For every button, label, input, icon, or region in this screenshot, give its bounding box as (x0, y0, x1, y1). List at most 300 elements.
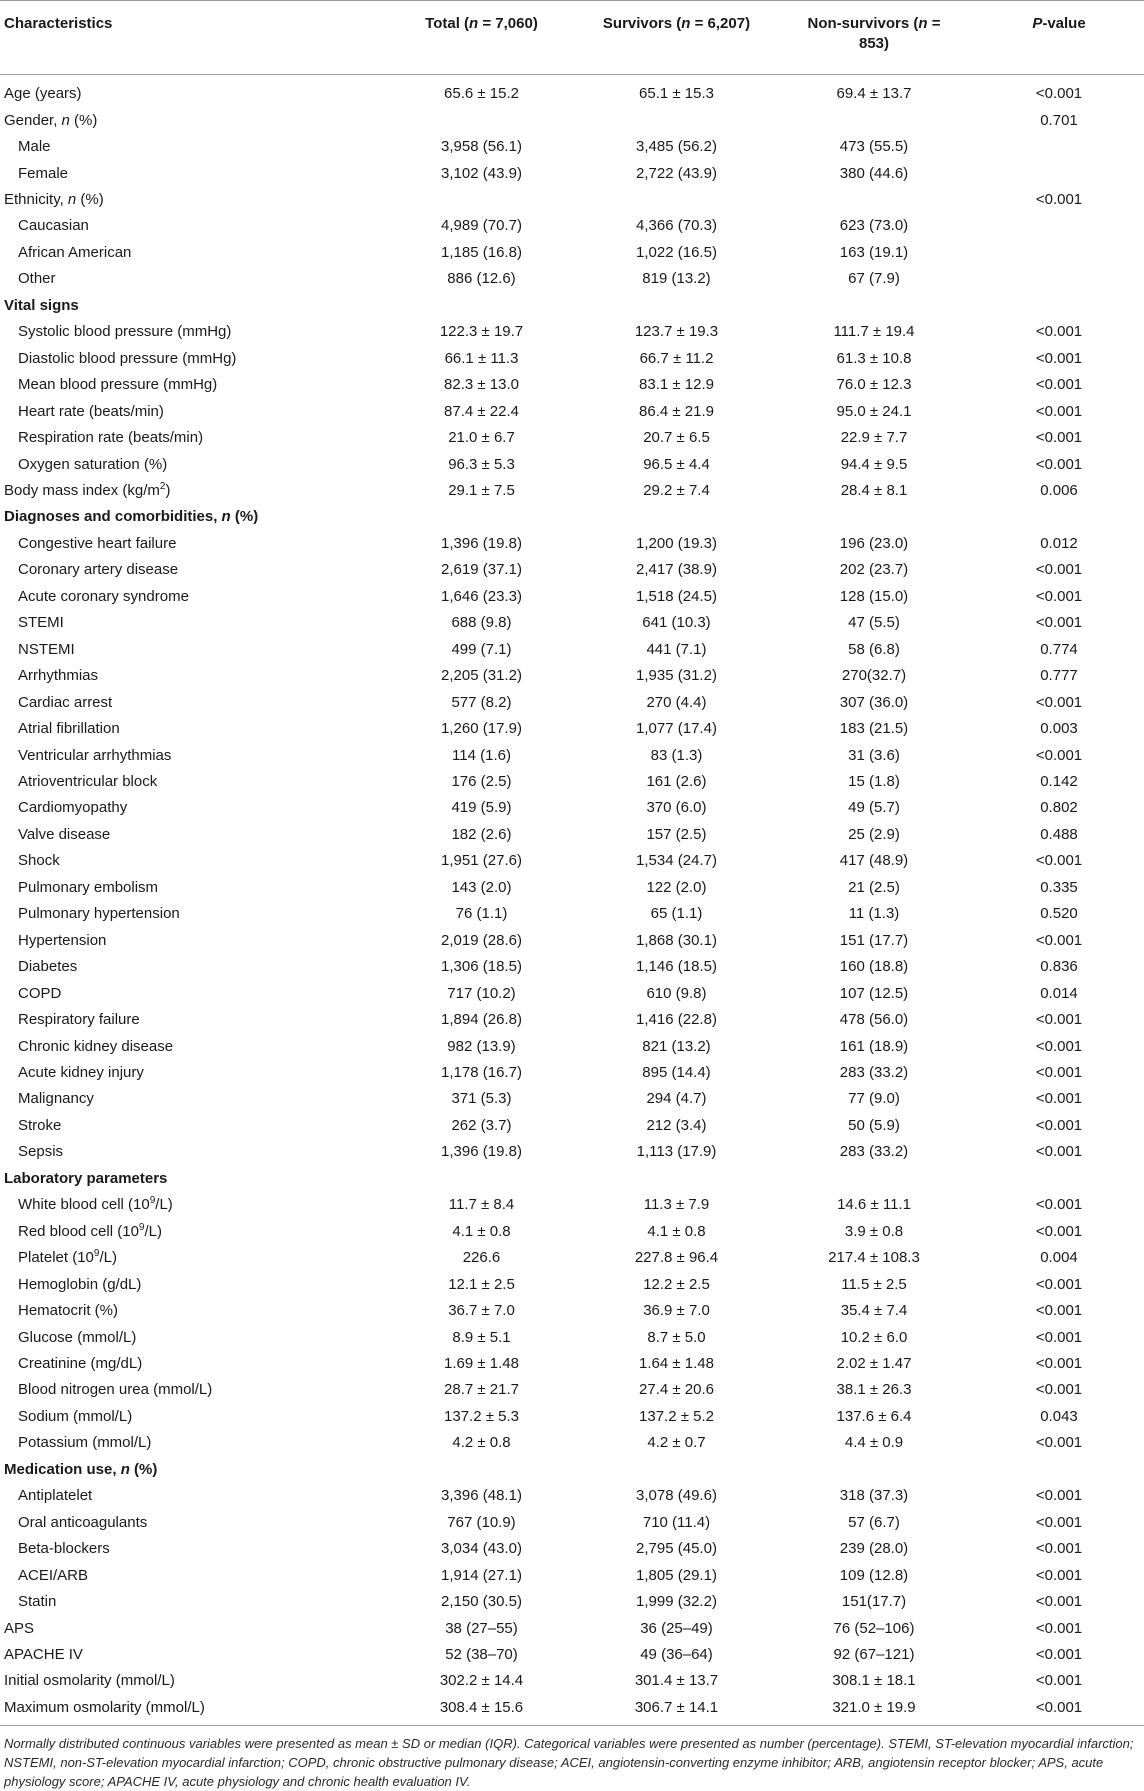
table-body (0, 75, 1144, 1726)
table-row (0, 1404, 1144, 1430)
cell-non-survivors: 183 (21.5) (839, 720, 909, 738)
row-label: Stroke (18, 1116, 62, 1134)
cell-survivors: 122 (2.0) (646, 878, 707, 896)
cell-total (384, 187, 579, 213)
cell-non-survivors: 28.4 ± 8.1 (840, 482, 908, 500)
row-label: Potassium (mmol/L) (18, 1434, 152, 1452)
cell-non-survivors: 31 (3.6) (848, 746, 900, 764)
table-section-row (0, 293, 1144, 319)
cell-survivors: 1,416 (22.8) (636, 1011, 717, 1029)
table-section-row (0, 504, 1144, 530)
table-row (0, 266, 1144, 292)
cell-p-value: <0.001 (1035, 349, 1083, 367)
header-total (384, 1, 579, 75)
cell-p-value: <0.001 (1035, 561, 1083, 579)
cell-p-value (974, 504, 1144, 530)
cell-non-survivors: 14.6 ± 11.1 (837, 1196, 911, 1214)
table-row (0, 742, 1144, 768)
cell-p-value: <0.001 (1035, 376, 1083, 394)
cell-p-value: 0.488 (1040, 825, 1078, 843)
cell-p-value: <0.001 (1035, 1037, 1083, 1055)
cell-non-survivors: 38.1 ± 26.3 (836, 1381, 912, 1399)
cell-non-survivors: 283 (33.2) (839, 1143, 909, 1161)
cell-non-survivors: 95.0 ± 24.1 (836, 402, 912, 420)
cell-survivors: 610 (9.8) (646, 984, 707, 1002)
cell-p-value: <0.001 (1035, 191, 1083, 209)
cell-total: 226.6 (462, 1249, 501, 1267)
cell-total: 2,019 (28.6) (441, 931, 522, 949)
row-label: Statin (18, 1593, 57, 1611)
cell-non-survivors (774, 1166, 974, 1192)
cell-survivors: 227.8 ± 96.4 (634, 1249, 719, 1267)
cell-total: 577 (8.2) (451, 693, 512, 711)
cell-survivors: 137.2 ± 5.2 (639, 1407, 714, 1425)
row-label: Hemoglobin (g/dL) (18, 1275, 142, 1293)
row-label: Acute kidney injury (18, 1063, 144, 1081)
cell-p-value (974, 134, 1144, 160)
row-label: Systolic blood pressure (mmHg) (18, 323, 232, 341)
table-row (0, 716, 1144, 742)
cell-non-survivors: 94.4 ± 9.5 (840, 455, 908, 473)
cell-survivors: 895 (14.4) (642, 1063, 711, 1081)
row-label: Valve disease (18, 825, 111, 843)
cell-survivors: 29.2 ± 7.4 (643, 482, 710, 500)
cell-non-survivors: 478 (56.0) (839, 1011, 909, 1029)
cell-p-value: 0.802 (1040, 799, 1078, 817)
cell-survivors: 1,113 (17.9) (636, 1143, 717, 1161)
table-header (0, 1, 1144, 75)
row-label: Beta-blockers (18, 1540, 110, 1558)
cell-survivors: 27.4 ± 20.6 (639, 1381, 714, 1399)
cell-p-value (974, 1457, 1144, 1483)
cell-non-survivors: 307 (36.0) (839, 693, 909, 711)
cell-survivors: 1,868 (30.1) (636, 931, 717, 949)
cell-non-survivors: 77 (9.0) (848, 1090, 900, 1108)
cell-survivors: 641 (10.3) (642, 614, 711, 632)
cell-total: 65.6 ± 15.2 (444, 85, 519, 103)
cell-p-value: <0.001 (974, 1695, 1144, 1726)
cell-p-value: 0.004 (1040, 1249, 1078, 1267)
row-label: Age (years) (4, 85, 82, 103)
cell-p-value: <0.001 (1035, 1434, 1083, 1452)
cell-total: 76 (1.1) (455, 905, 508, 923)
row-label: Coronary artery disease (18, 561, 179, 579)
cell-p-value (974, 266, 1144, 292)
table-row (0, 901, 1144, 927)
cell-total: 4.2 ± 0.8 (452, 1434, 511, 1452)
cell-p-value: <0.001 (1035, 693, 1083, 711)
row-label: Congestive heart failure (18, 534, 177, 552)
cell-survivors: 1,534 (24.7) (636, 852, 717, 870)
table-row (0, 425, 1144, 451)
row-label: Caucasian (18, 217, 89, 235)
cell-non-survivors: 61.3 ± 10.8 (836, 349, 912, 367)
cell-survivors: 1,022 (16.5) (636, 243, 717, 261)
cell-total: 1.69 ± 1.48 (444, 1354, 519, 1372)
row-label: Blood nitrogen urea (mmol/L) (18, 1381, 213, 1399)
table-row (0, 1589, 1144, 1615)
cell-survivors: 441 (7.1) (646, 640, 707, 658)
cell-p-value: <0.001 (1035, 85, 1083, 103)
cell-non-survivors: 151(17.7) (841, 1593, 907, 1611)
cell-p-value: 0.335 (1040, 878, 1078, 896)
row-label: Hematocrit (%) (18, 1302, 119, 1320)
cell-survivors: 83.1 ± 12.9 (639, 376, 714, 394)
header-row (0, 1, 1144, 75)
table-row (0, 398, 1144, 424)
row-label: ACEI/ARB (18, 1566, 89, 1584)
cell-p-value: 0.520 (1040, 905, 1078, 923)
table-row (0, 1430, 1144, 1456)
cell-p-value: <0.001 (1035, 323, 1083, 341)
cell-non-survivors: 239 (28.0) (839, 1540, 909, 1558)
cell-non-survivors: 160 (18.8) (839, 958, 909, 976)
cell-survivors: 4.1 ± 0.8 (647, 1222, 706, 1240)
cell-survivors: 36 (25–49) (640, 1619, 713, 1637)
row-label: STEMI (18, 614, 64, 632)
table-row (0, 1615, 1144, 1641)
table-row (0, 1218, 1144, 1244)
cell-p-value: <0.001 (1035, 931, 1083, 949)
cell-p-value: <0.001 (1035, 1063, 1083, 1081)
row-label: Respiration rate (beats/min) (18, 429, 204, 447)
header-non-survivors-text: Non-survivors (n = 853) (807, 15, 941, 52)
cell-p-value: <0.001 (1035, 1487, 1083, 1505)
cell-survivors: 1,077 (17.4) (636, 720, 717, 738)
cell-non-survivors (774, 187, 974, 213)
cell-survivors: 1,999 (32.2) (636, 1593, 717, 1611)
cell-survivors: 83 (1.3) (650, 746, 703, 764)
cell-total: 66.1 ± 11.3 (444, 349, 519, 367)
cell-non-survivors: 2.02 ± 1.47 (836, 1354, 912, 1372)
row-label: APS (4, 1619, 35, 1637)
cell-p-value: <0.001 (1035, 746, 1083, 764)
cell-total: 1,178 (16.7) (441, 1063, 522, 1081)
table-row (0, 980, 1144, 1006)
cell-non-survivors: 22.9 ± 7.7 (840, 429, 908, 447)
cell-survivors: 86.4 ± 21.9 (639, 402, 714, 420)
table-row (0, 610, 1144, 636)
row-label: Pulmonary embolism (18, 878, 159, 896)
row-label: Sodium (mmol/L) (18, 1407, 133, 1425)
table-row (0, 1377, 1144, 1403)
cell-survivors: 65.1 ± 15.3 (639, 85, 714, 103)
cell-total: 8.9 ± 5.1 (452, 1328, 511, 1346)
cell-total: 1,914 (27.1) (441, 1566, 522, 1584)
cell-total: 419 (5.9) (451, 799, 512, 817)
cell-p-value: <0.001 (1035, 402, 1083, 420)
cell-non-survivors: 163 (19.1) (839, 243, 909, 261)
cell-p-value (974, 1166, 1144, 1192)
cell-non-survivors: 107 (12.5) (839, 984, 909, 1002)
row-label: Oxygen saturation (%) (18, 455, 168, 473)
cell-p-value: <0.001 (1035, 1275, 1083, 1293)
table-section-row (0, 1457, 1144, 1483)
row-label: Diastolic blood pressure (mmHg) (18, 349, 237, 367)
row-label: Chronic kidney disease (18, 1037, 174, 1055)
row-label: Oral anticoagulants (18, 1513, 148, 1531)
table-row (0, 1562, 1144, 1588)
cell-total: 1,951 (27.6) (441, 852, 522, 870)
cell-p-value: 0.777 (1040, 667, 1078, 685)
cell-p-value: <0.001 (1035, 1222, 1083, 1240)
cell-survivors: 49 (36–64) (640, 1645, 713, 1663)
table-row (0, 1695, 1144, 1726)
cell-total: 1,646 (23.3) (441, 587, 522, 605)
cell-non-survivors: 109 (12.8) (839, 1566, 909, 1584)
cell-non-survivors: 47 (5.5) (848, 614, 900, 632)
table-row (0, 1298, 1144, 1324)
row-label: Glucose (mmol/L) (18, 1328, 137, 1346)
row-label: White blood cell $(10^9/L)$ (18, 1195, 173, 1214)
table-row (0, 928, 1144, 954)
row-label: Malignancy (18, 1090, 94, 1108)
cell-survivors: 370 (6.0) (646, 799, 707, 817)
cell-non-survivors: 318 (37.3) (839, 1487, 909, 1505)
cell-non-survivors: 11 (1.3) (848, 905, 900, 923)
cell-total: 4,989 (70.7) (441, 217, 522, 235)
cell-p-value: 0.014 (1040, 984, 1078, 1002)
row-label: Heart rate (beats/min) (18, 402, 164, 420)
cell-p-value: <0.001 (1035, 1116, 1083, 1134)
row-label: Arrhythmias (18, 667, 99, 685)
row-label: APACHE IV (4, 1645, 83, 1663)
cell-total: 371 (5.3) (451, 1090, 512, 1108)
table-row (0, 848, 1144, 874)
row-label: Red blood cell $(10^9/L)$ (18, 1221, 162, 1240)
row-label: Other (18, 270, 56, 288)
table-row (0, 637, 1144, 663)
cell-total: 96.3 ± 5.3 (448, 455, 515, 473)
table-row (0, 134, 1144, 160)
header-p-value-text: P-value (1032, 15, 1086, 32)
cell-total: 3,958 (56.1) (441, 138, 522, 156)
cell-survivors: 301.4 ± 13.7 (634, 1672, 719, 1690)
cell-non-survivors: 76 (52–106) (833, 1619, 915, 1637)
cell-non-survivors: 58 (6.8) (848, 640, 900, 658)
cell-p-value: <0.001 (1035, 1143, 1083, 1161)
cell-survivors (579, 504, 774, 530)
cell-non-survivors: 35.4 ± 7.4 (840, 1302, 908, 1320)
cell-total: 302.2 ± 14.4 (439, 1672, 524, 1690)
cell-survivors: 96.5 ± 4.4 (643, 455, 710, 473)
cell-non-survivors: 111.7 ± 19.4 (833, 323, 915, 341)
header-survivors (579, 1, 774, 75)
cell-survivors: 1,200 (19.3) (636, 534, 717, 552)
cell-p-value: <0.001 (1035, 1593, 1083, 1611)
cell-p-value: 0.012 (1040, 534, 1078, 552)
row-label: Vital signs (4, 296, 79, 314)
cell-p-value (974, 160, 1144, 186)
cell-survivors: 819 (13.2) (642, 270, 711, 288)
cell-p-value: <0.001 (1035, 1540, 1083, 1558)
cell-non-survivors: 473 (55.5) (839, 138, 909, 156)
row-label: Cardiac arrest (18, 693, 113, 711)
table-row (0, 531, 1144, 557)
cell-total: 12.1 ± 2.5 (448, 1275, 515, 1293)
table-row (0, 1113, 1144, 1139)
cell-p-value: <0.001 (1035, 1090, 1083, 1108)
row-label: Cardiomyopathy (18, 799, 128, 817)
cell-survivors: 4,366 (70.3) (636, 217, 717, 235)
cell-p-value: <0.001 (1035, 1328, 1083, 1346)
row-label: Gender, n (%) (4, 111, 98, 129)
table-row (0, 319, 1144, 345)
table-row (0, 1509, 1144, 1535)
table-row (0, 1007, 1144, 1033)
cell-survivors: 821 (13.2) (642, 1037, 711, 1055)
cell-survivors: 2,795 (45.0) (636, 1540, 717, 1558)
cell-total: 29.1 ± 7.5 (448, 482, 515, 500)
table-row (0, 1245, 1144, 1271)
cell-p-value: <0.001 (1035, 1196, 1083, 1214)
cell-total (384, 107, 579, 133)
cell-survivors: 4.2 ± 0.7 (647, 1434, 706, 1452)
cell-survivors: 212 (3.4) (646, 1116, 707, 1134)
cell-p-value: <0.001 (1035, 1645, 1083, 1663)
row-label: Maximum osmolarity (mmol/L) (0, 1695, 384, 1726)
cell-non-survivors: 623 (73.0) (839, 217, 909, 235)
table-row (0, 346, 1144, 372)
cell-survivors: 270 (4.4) (646, 693, 707, 711)
table-row (0, 478, 1144, 504)
cell-total: 137.2 ± 5.3 (444, 1407, 519, 1425)
cell-total: 82.3 ± 13.0 (444, 376, 519, 394)
header-p-value (974, 1, 1144, 75)
cell-p-value: <0.001 (1035, 852, 1083, 870)
cell-non-survivors: 128 (15.0) (839, 587, 909, 605)
cell-total: 717 (10.2) (447, 984, 516, 1002)
cell-total (384, 293, 579, 319)
table-section-row (0, 1166, 1144, 1192)
cell-p-value: <0.001 (1035, 1302, 1083, 1320)
cell-total: 3,034 (43.0) (441, 1540, 522, 1558)
cell-p-value: 0.142 (1040, 773, 1078, 790)
cell-p-value: 0.043 (1040, 1407, 1078, 1425)
table-row (0, 1668, 1144, 1694)
cell-p-value (974, 240, 1144, 266)
table-row (0, 160, 1144, 186)
cell-survivors: 20.7 ± 6.5 (643, 429, 710, 447)
cell-non-survivors: 137.6 ± 6.4 (836, 1407, 912, 1425)
cell-survivors: 1,146 (18.5) (636, 958, 717, 976)
cell-non-survivors: 49 (5.7) (848, 799, 900, 817)
cell-total: 11.7 ± 8.4 (448, 1196, 515, 1214)
row-label: Mean blood pressure (mmHg) (18, 376, 218, 394)
cell-non-survivors: 202 (23.7) (839, 561, 909, 579)
cell-survivors: 3,078 (49.6) (636, 1487, 717, 1505)
row-label: Platelet $(10^9/L)$ (18, 1248, 117, 1267)
table-row (0, 187, 1144, 213)
cell-survivors: 1,518 (24.5) (636, 587, 717, 605)
cell-total: 143 (2.0) (451, 878, 512, 896)
cell-total: 767 (10.9) (447, 1513, 516, 1531)
cell-non-survivors: 25 (2.9) (848, 825, 900, 843)
cell-p-value: <0.001 (1035, 1619, 1083, 1637)
row-label: Female (18, 164, 69, 182)
cell-p-value (974, 213, 1144, 239)
cell-total: 182 (2.6) (451, 825, 512, 843)
cell-non-survivors (774, 1457, 974, 1483)
cell-total (384, 1166, 579, 1192)
cell-survivors: 1,805 (29.1) (636, 1566, 717, 1584)
cell-non-survivors: 92 (67–121) (833, 1645, 915, 1663)
cell-p-value: <0.001 (1035, 1381, 1083, 1399)
table-row (0, 1060, 1144, 1086)
cell-non-survivors: 3.9 ± 0.8 (844, 1222, 904, 1240)
cell-non-survivors: 11.5 ± 2.5 (841, 1275, 907, 1293)
row-label: Diagnoses and comorbidities, n (%) (4, 508, 259, 526)
cell-non-survivors: 161 (18.9) (839, 1037, 909, 1055)
cell-survivors: 306.7 ± 14.1 (579, 1695, 774, 1726)
cell-total: 1,894 (26.8) (441, 1011, 522, 1029)
cell-total: 1,185 (16.8) (441, 243, 522, 261)
cell-p-value (974, 293, 1144, 319)
row-label: Laboratory parameters (4, 1169, 168, 1187)
cell-survivors: 36.9 ± 7.0 (643, 1302, 710, 1320)
cell-total: 176 (2.5) (451, 773, 512, 790)
cell-p-value: 0.003 (1040, 720, 1078, 738)
cell-p-value: <0.001 (1035, 429, 1083, 447)
cell-total: 499 (7.1) (451, 640, 512, 658)
table-row (0, 372, 1144, 398)
table-footnote: Normally distributed continuous variables were presented as mean ± SD or median (IQR). Categorical variables were presented as number (percentage). STEMI, ST-elevation myocardial infarction; NSTEMI, non-ST-elevation myocardial infarction; COPD, chronic obstructive pulmonary disease; ACEI, angiotensin-converting enzyme inhibitor; ARB, angiotensin receptor blocker; APS, acute physiology score; APACHE IV, acute physiology and chronic health evaluation IV. (4, 1736, 1134, 1789)
cell-survivors: 161 (2.6) (646, 773, 707, 790)
row-label: African American (18, 243, 132, 261)
row-label: Ethnicity, n (%) (4, 191, 104, 209)
cell-total: 36.7 ± 7.0 (448, 1302, 515, 1320)
cell-survivors (579, 1457, 774, 1483)
table-row (0, 451, 1144, 477)
table-row (0, 584, 1144, 610)
cell-p-value: <0.001 (1035, 1566, 1083, 1584)
cell-non-survivors: 380 (44.6) (839, 164, 909, 182)
row-label: Initial osmolarity (mmol/L) (4, 1672, 175, 1690)
cell-total (384, 504, 579, 530)
cell-total (384, 1457, 579, 1483)
row-label: Diabetes (18, 958, 78, 976)
row-label: Male (18, 138, 51, 156)
cell-total: 122.3 ± 19.7 (439, 323, 524, 341)
row-label: Sepsis (18, 1143, 64, 1161)
cell-non-survivors (774, 107, 974, 133)
cell-non-survivors: 67 (7.9) (848, 270, 900, 288)
row-label: Acute coronary syndrome (18, 587, 189, 605)
cell-non-survivors: 4.4 ± 0.9 (844, 1434, 904, 1452)
cell-non-survivors: 417 (48.9) (839, 852, 909, 870)
cell-survivors: 294 (4.7) (646, 1090, 707, 1108)
cell-total: 52 (38–70) (445, 1645, 518, 1663)
cell-non-survivors: 308.1 ± 18.1 (832, 1672, 916, 1690)
table-row (0, 1536, 1144, 1562)
cell-p-value: <0.001 (1035, 1354, 1083, 1372)
cell-survivors: 710 (11.4) (642, 1513, 711, 1531)
cell-p-value: 0.006 (1040, 482, 1078, 500)
table-row (0, 1351, 1144, 1377)
cell-total: 3,396 (48.1) (441, 1487, 522, 1505)
cell-non-survivors: 76.0 ± 12.3 (836, 376, 912, 394)
cell-non-survivors: 217.4 ± 108.3 (828, 1249, 920, 1267)
header-total-text: Total (n = 7,060) (425, 15, 538, 32)
cell-p-value: <0.001 (1035, 587, 1083, 605)
cell-total: 114 (1.6) (452, 746, 511, 764)
cell-survivors (579, 1166, 774, 1192)
cell-non-survivors: 21 (2.5) (848, 878, 900, 896)
table-row (0, 1642, 1144, 1668)
cell-total: 28.7 ± 21.7 (444, 1381, 519, 1399)
cell-total: 1,396 (19.8) (441, 534, 522, 552)
table-row (0, 689, 1144, 715)
